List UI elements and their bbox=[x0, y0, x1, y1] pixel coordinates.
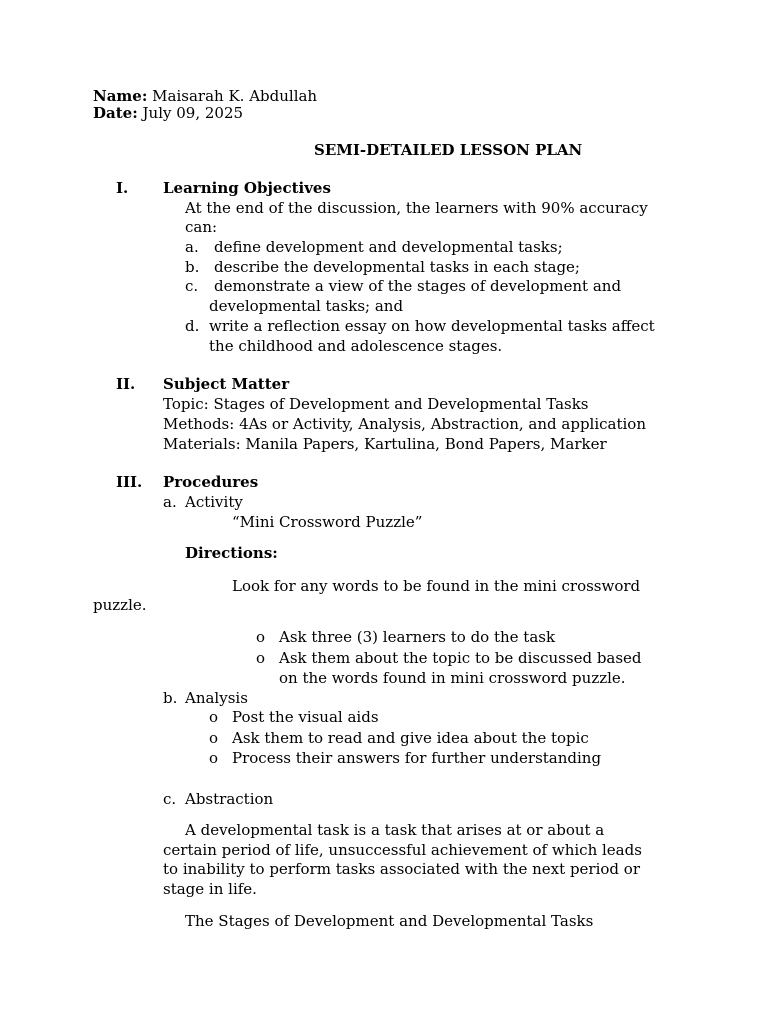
objective-c-text-cont: developmental tasks; and bbox=[209, 297, 404, 315]
document-title: SEMI-DETAILED LESSON PLAN bbox=[314, 141, 583, 159]
objective-c-text: demonstrate a view of the stages of development and bbox=[214, 277, 622, 295]
directions-line1: Look for any words to be found in the mini crossword bbox=[232, 577, 641, 595]
subject-methods: Methods: 4As or Activity, Analysis, Abstraction, and application bbox=[163, 415, 647, 433]
subject-topic: Topic: Stages of Development and Developmental Tasks bbox=[163, 395, 589, 413]
stages-title: The Stages of Development and Developmental Tasks bbox=[185, 912, 594, 930]
objective-a-text: define development and developmental tasks; bbox=[214, 238, 563, 256]
objective-d-text: write a reflection essay on how developmental tasks affect bbox=[209, 317, 655, 335]
abstraction-para-line2: certain period of life, unsuccessful achievement of which leads bbox=[163, 841, 642, 859]
directions-line2: puzzle. bbox=[93, 596, 147, 614]
name-label: Name: bbox=[93, 87, 148, 105]
date-value: July 09, 2025 bbox=[142, 104, 244, 122]
activity-bullet-1-text: Ask three (3) learners to do the task bbox=[279, 628, 556, 646]
analysis-marker: b. bbox=[163, 689, 178, 707]
date-line bbox=[93, 103, 243, 123]
activity-label: Activity bbox=[185, 493, 243, 511]
date-label: Date: bbox=[93, 104, 138, 122]
name-value: Maisarah K. Abdullah bbox=[152, 87, 318, 105]
objective-d-marker: d. bbox=[185, 317, 200, 335]
abstraction-para-line4: stage in life. bbox=[163, 880, 257, 898]
activity-bullet-2-icon: o bbox=[256, 649, 266, 667]
analysis-bullet-2-icon: o bbox=[209, 729, 219, 747]
activity-game-title: “Mini Crossword Puzzle” bbox=[232, 513, 423, 531]
objective-c-marker: c. bbox=[185, 277, 199, 295]
analysis-bullet-1-icon: o bbox=[209, 708, 219, 726]
subject-numeral: II. bbox=[116, 375, 136, 393]
activity-bullet-2-text: Ask them about the topic to be discussed based bbox=[279, 649, 642, 667]
objective-b-text: describe the developmental tasks in each stage; bbox=[214, 258, 580, 276]
objectives-numeral: I. bbox=[116, 179, 129, 197]
objective-a-marker: a. bbox=[185, 238, 199, 256]
objective-d-text-cont: the childhood and adolescence stages. bbox=[209, 337, 503, 355]
objective-b-marker: b. bbox=[185, 258, 200, 276]
activity-marker: a. bbox=[163, 493, 177, 511]
abstraction-label: Abstraction bbox=[185, 790, 274, 808]
abstraction-marker: c. bbox=[163, 790, 177, 808]
directions-label: Directions: bbox=[185, 544, 278, 562]
procedures-heading: Procedures bbox=[163, 473, 259, 491]
objectives-heading: Learning Objectives bbox=[163, 179, 331, 197]
analysis-bullet-1-text: Post the visual aids bbox=[232, 708, 379, 726]
analysis-bullet-3-text: Process their answers for further understanding bbox=[232, 749, 602, 767]
analysis-bullet-3-icon: o bbox=[209, 749, 219, 767]
subject-materials: Materials: Manila Papers, Kartulina, Bond Papers, Marker bbox=[163, 435, 607, 453]
analysis-label: Analysis bbox=[185, 689, 248, 707]
subject-heading: Subject Matter bbox=[163, 375, 290, 393]
procedures-numeral: III. bbox=[116, 473, 143, 491]
abstraction-para-line1: A developmental task is a task that arises at or about a bbox=[185, 821, 605, 839]
objectives-intro-line1: At the end of the discussion, the learners with 90% accuracy bbox=[185, 199, 648, 217]
abstraction-para-line3: to inability to perform tasks associated with the next period or bbox=[163, 860, 640, 878]
analysis-bullet-2-text: Ask them to read and give idea about the topic bbox=[232, 729, 589, 747]
activity-bullet-1-icon: o bbox=[256, 628, 266, 646]
objectives-intro-line2: can: bbox=[185, 218, 218, 236]
activity-bullet-2-text-cont: on the words found in mini crossword puzzle. bbox=[279, 669, 626, 687]
